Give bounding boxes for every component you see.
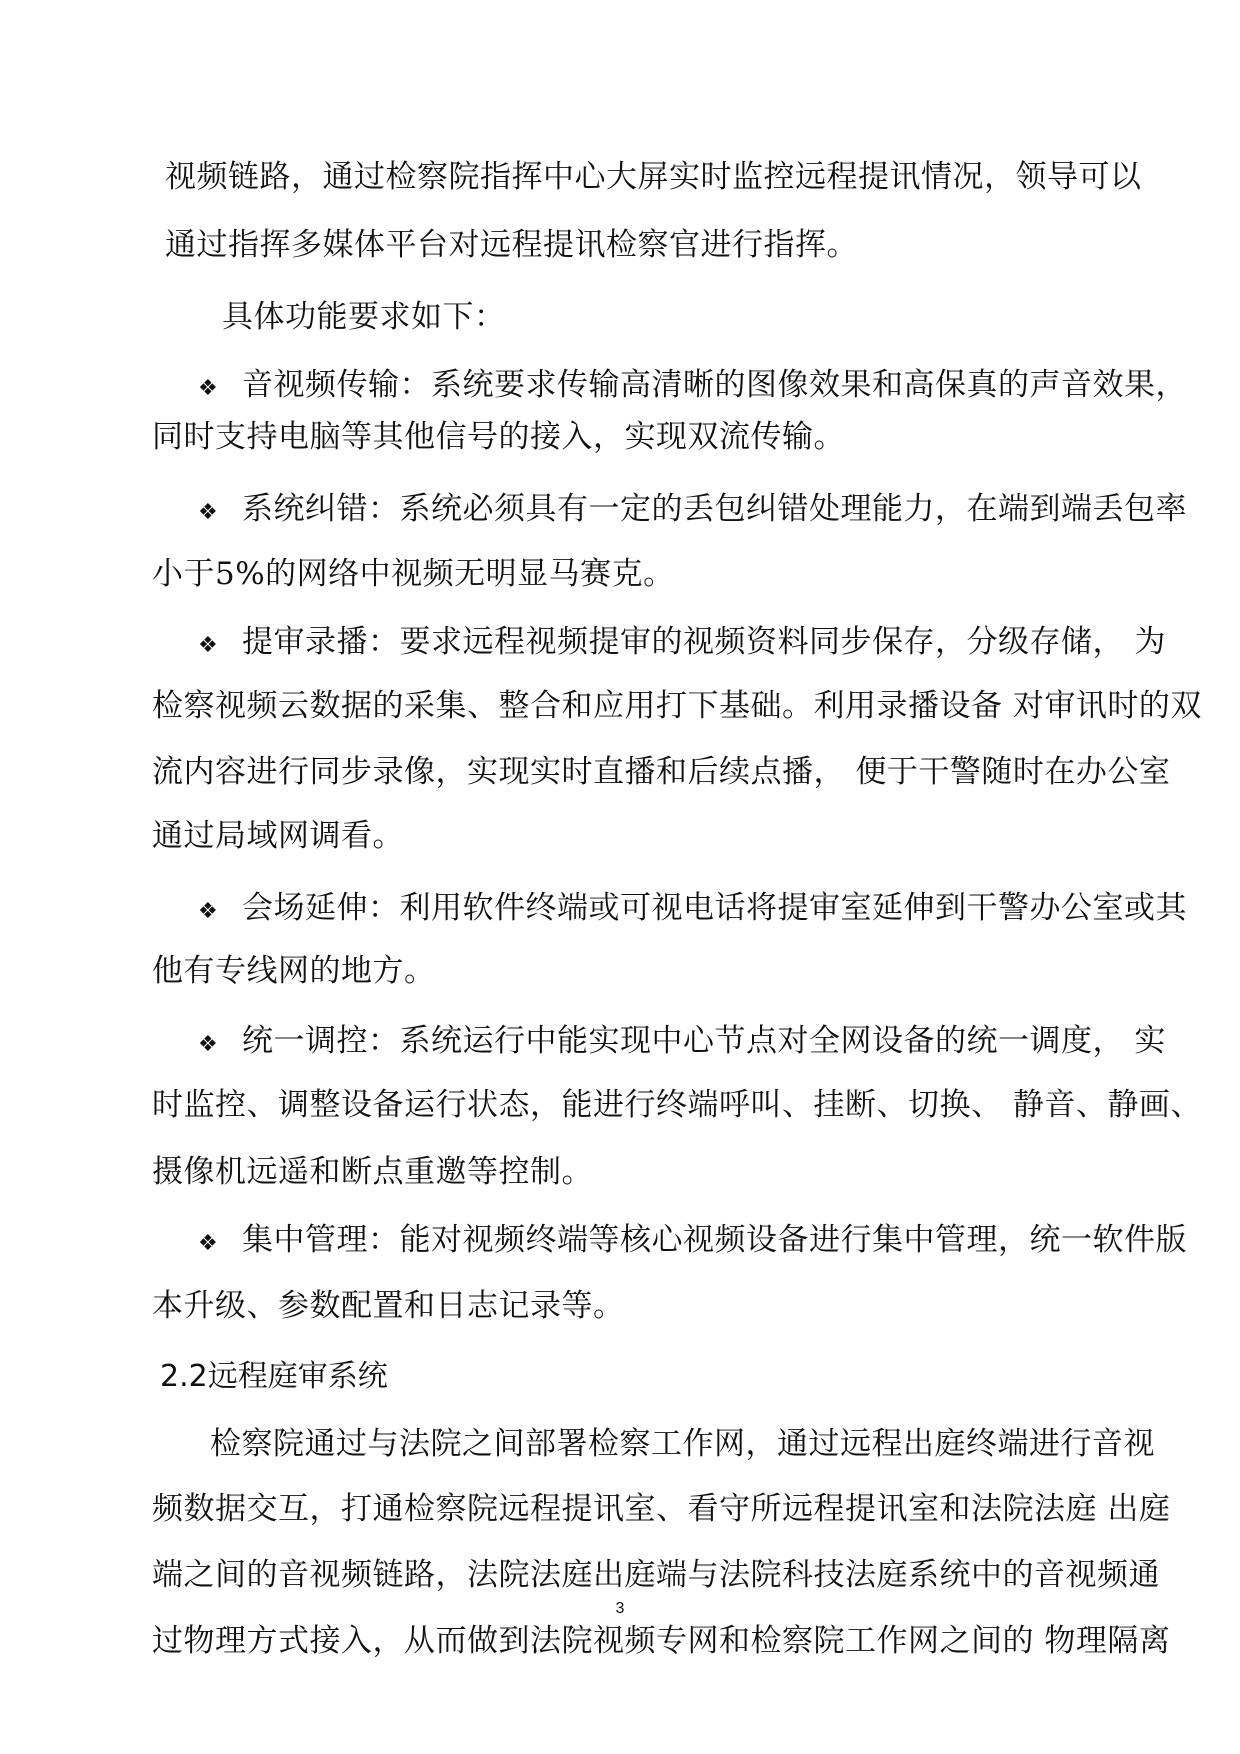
diamond-bullet-icon: ❖	[198, 899, 219, 924]
requirement-2-line-2: 小于5%的网络中视频无明显马赛克。	[152, 556, 675, 592]
requirement-5-line-2: 时监控、调整设备运行状态，能进行终端呼叫、挂断、切换、 静音、静画、	[152, 1087, 1202, 1123]
requirement-6-text: 集中管理：能对视频终端等核心视频设备进行集中管理，统一软件版	[242, 1222, 1187, 1258]
requirement-6-line-1	[198, 1220, 1187, 1264]
requirement-5-text: 统一调控：系统运行中能实现中心节点对全网设备的统一调度， 实	[242, 1023, 1166, 1059]
requirement-6-line-2: 本升级、参数配置和日志记录等。	[152, 1288, 625, 1324]
requirement-3-line-1	[198, 622, 1166, 666]
diamond-bullet-icon: ❖	[198, 376, 219, 401]
requirement-1-line-1	[198, 365, 1187, 409]
requirement-3-line-4: 通过局域网调看。	[152, 818, 404, 854]
requirement-4-line-1	[198, 888, 1187, 932]
section-line-4: 过物理方式接入，从而做到法院视频专网和检察院工作网之间的 物理隔离	[152, 1623, 1171, 1659]
intro-line-1: 视频链路，通过检察院指挥中心大屏实时监控远程提讯情况，领导可以	[165, 159, 1142, 195]
section-line-2: 频数据交互，打通检察院远程提讯室、看守所远程提讯室和法院法庭 出庭	[152, 1491, 1171, 1527]
diamond-bullet-icon: ❖	[198, 633, 219, 658]
requirement-3-text: 提审录播：要求远程视频提审的视频资料同步保存，分级存储， 为	[242, 624, 1166, 660]
requirement-5-line-3: 摄像机远遥和断点重邀等控制。	[152, 1154, 593, 1190]
diamond-bullet-icon: ❖	[198, 1231, 219, 1256]
requirement-5-line-1	[198, 1021, 1166, 1065]
section-line-3: 端之间的音视频链路，法院法庭出庭端与法院科技法庭系统中的音视频通	[152, 1557, 1160, 1593]
diamond-bullet-icon: ❖	[198, 1032, 219, 1057]
requirement-2-line-1	[198, 489, 1187, 533]
section-line-1: 检察院通过与法院之间部署检察工作网，通过远程出庭终端进行音视	[210, 1426, 1155, 1462]
requirement-4-line-2: 他有专线网的地方。	[152, 953, 436, 989]
intro-line-2: 通过指挥多媒体平台对远程提讯检察官进行指挥。	[165, 227, 858, 263]
requirement-1-text: 音视频传输：系统要求传输高清晰的图像效果和高保真的声音效果，	[242, 367, 1187, 403]
requirement-1-line-2: 同时支持电脑等其他信号的接入，实现双流传输。	[152, 419, 845, 455]
requirement-3-line-3: 流内容进行同步录像，实现实时直播和后续点播， 便于干警随时在办公室	[152, 754, 1171, 790]
section-heading: 2.2远程庭审系统	[160, 1359, 388, 1394]
requirement-4-text: 会场延伸：利用软件终端或可视电话将提审室延伸到干警办公室或其	[242, 890, 1187, 926]
page-number: 3	[615, 1600, 625, 1617]
requirement-3-line-2: 检察视频云数据的采集、整合和应用打下基础。利用录播设备 对审讯时的双	[152, 688, 1202, 724]
requirements-intro: 具体功能要求如下：	[222, 299, 506, 335]
diamond-bullet-icon: ❖	[198, 500, 219, 525]
requirement-2-text: 系统纠错：系统必须具有一定的丢包纠错处理能力，在端到端丢包率	[242, 491, 1187, 527]
